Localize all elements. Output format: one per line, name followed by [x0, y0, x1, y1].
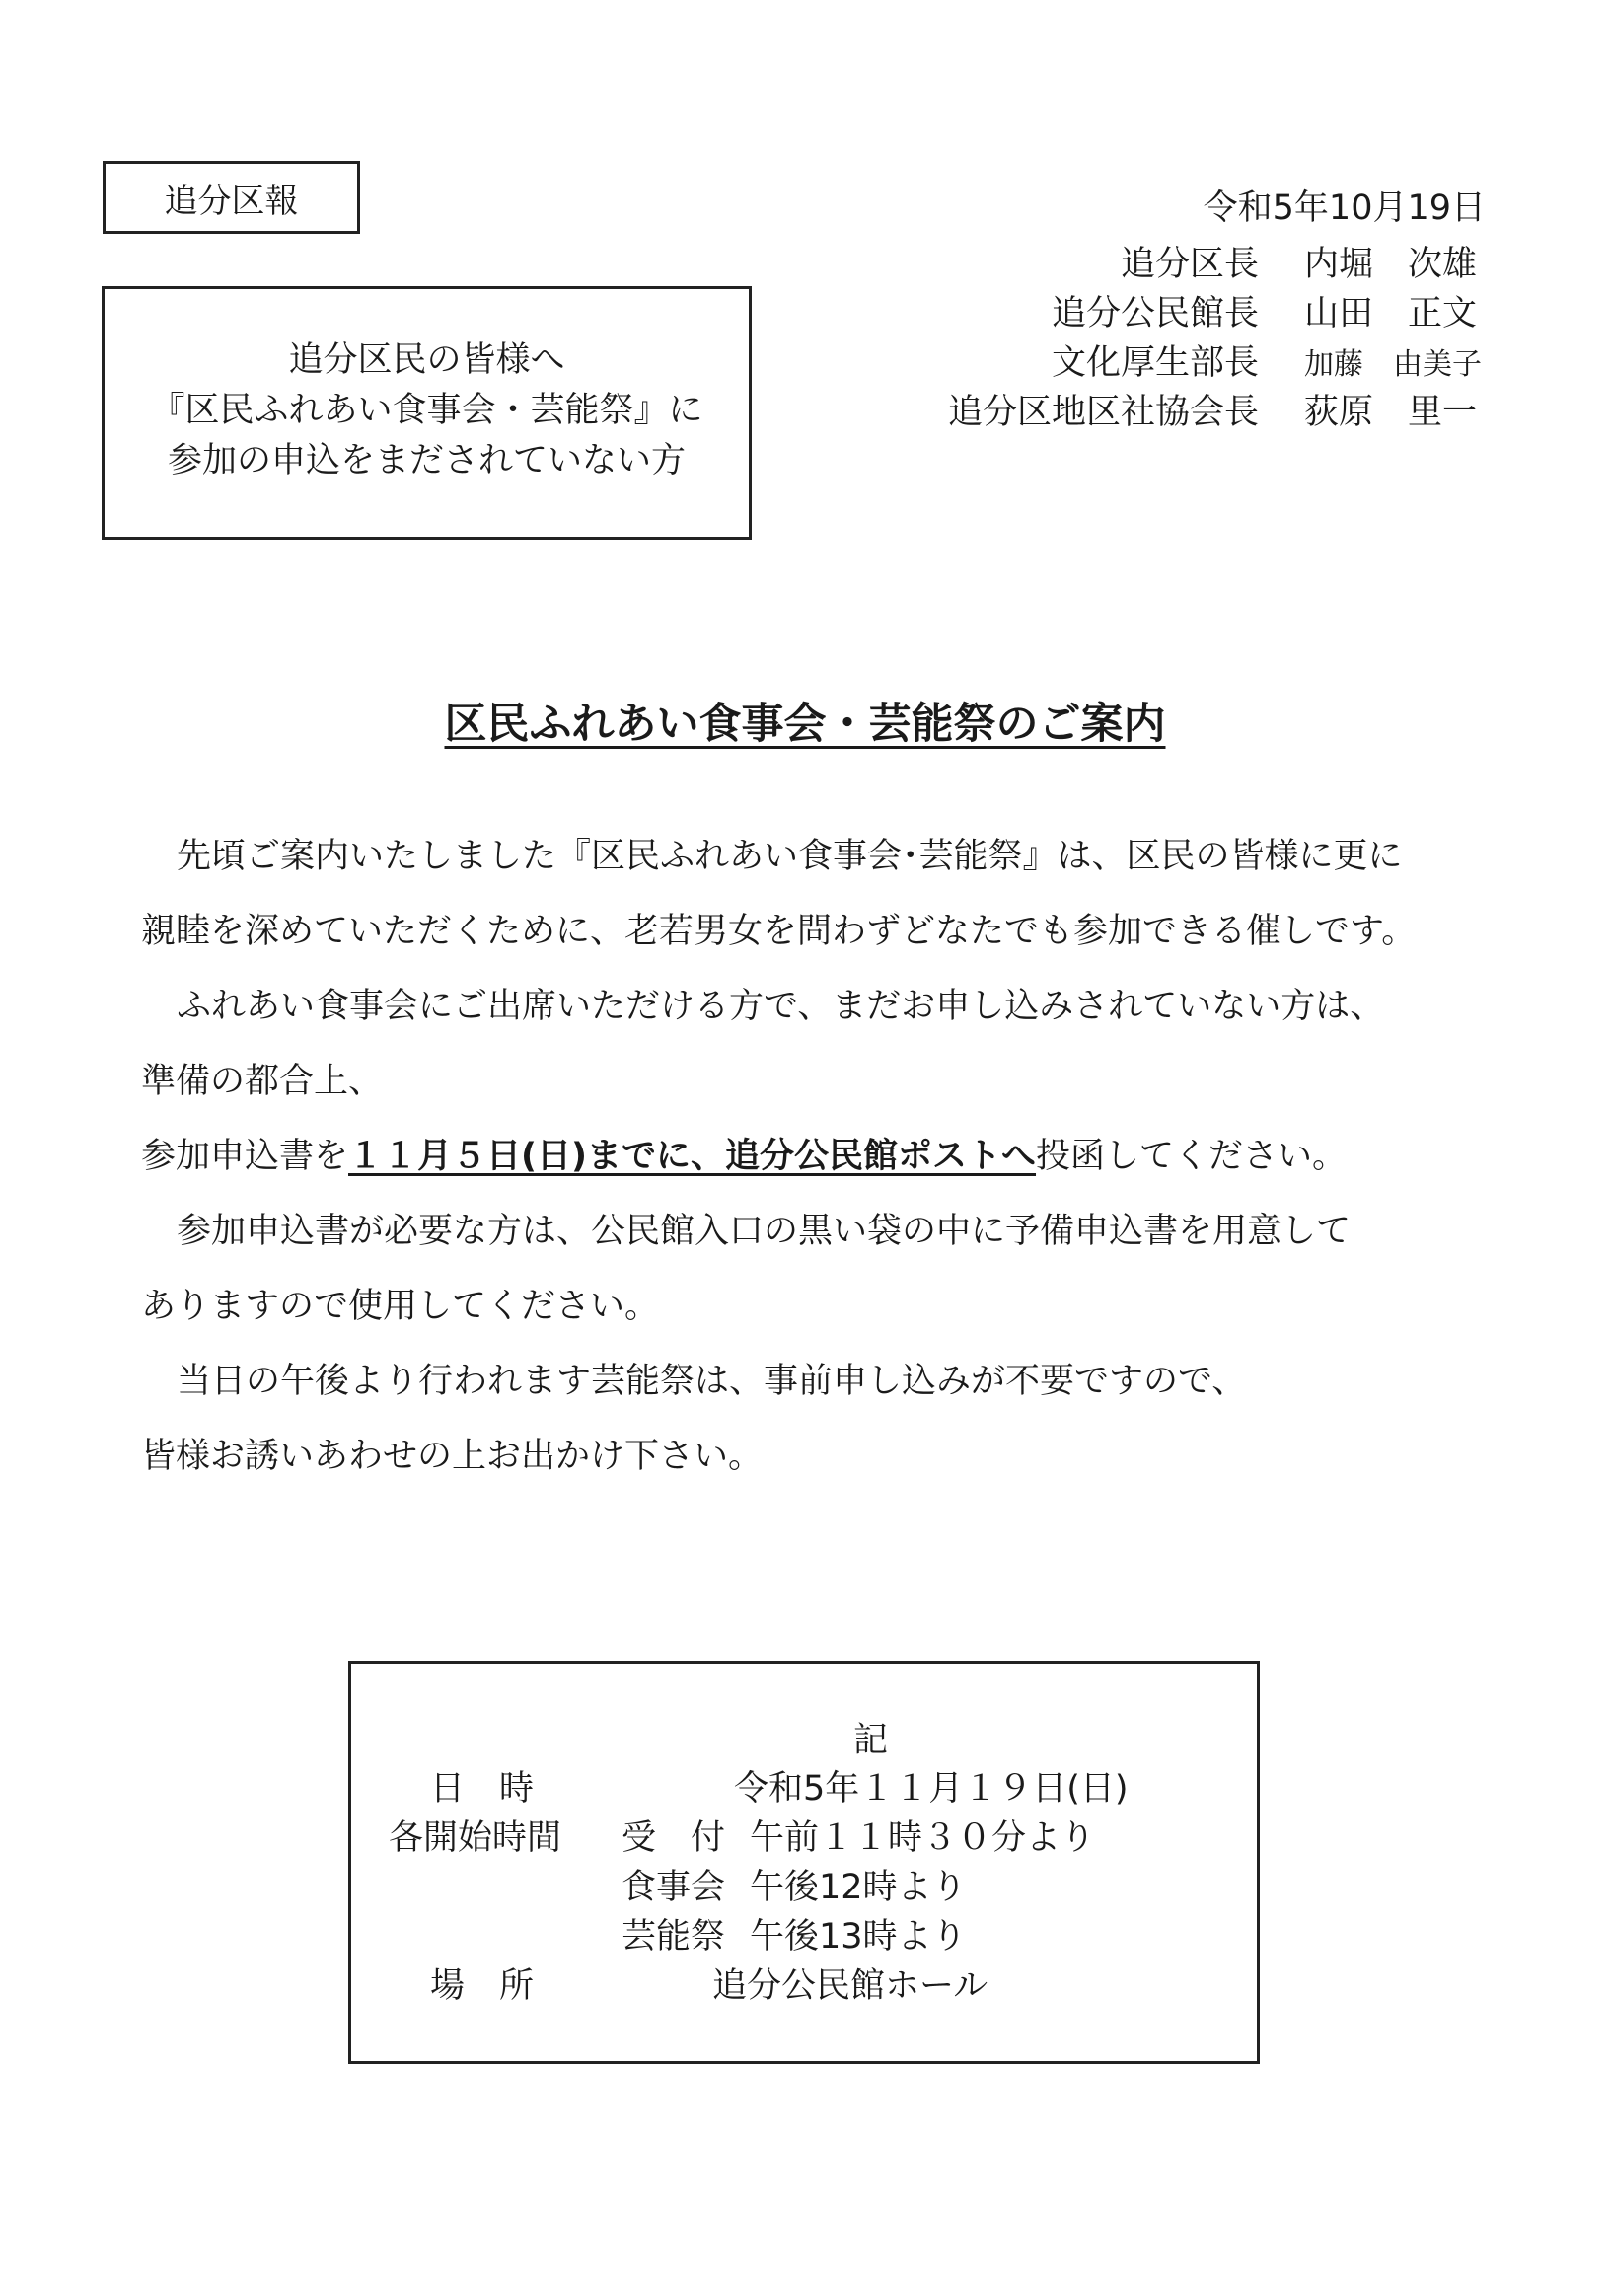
issuer-label: 追分区報 [164, 181, 299, 221]
paragraph-line: 親睦を深めていただくために、老若男女を問わずどなたでも参加できる催しです。 [141, 912, 1417, 951]
document-title-text: 区民ふれあい食事会・芸能祭のご案内 [444, 700, 1166, 749]
recipient-line-1: 追分区民の皆様へ [288, 340, 565, 380]
details-heading: 記 [853, 1721, 889, 1760]
signer-name: 内堀 次雄 [1304, 245, 1478, 284]
recipient-line-2: 『区民ふれあい食事会・芸能祭』に [150, 391, 703, 430]
signer-name: 加藤 由美子 [1304, 347, 1482, 382]
paragraph-line: 先頃ご案内いたしました『区民ふれあい食事会･芸能祭』は、区民の皆様に更に [177, 837, 1403, 876]
reception-label: 受 付 [622, 1818, 726, 1858]
paragraph-line: ありますので使用してください。 [141, 1287, 660, 1326]
document-title [0, 691, 1610, 751]
datetime-value: 令和5年１１月１９日(日) [734, 1769, 1129, 1809]
show-time: 午後13時より [750, 1917, 967, 1957]
deadline-suffix: 投函してください。 [1036, 1137, 1348, 1176]
signer-title: 文化厚生部長 [1051, 343, 1259, 383]
signer-row [0, 237, 1610, 286]
start-times-label: 各開始時間 [389, 1818, 562, 1858]
datetime-label: 日 時 [430, 1769, 535, 1809]
paragraph-line: 準備の都合上、 [141, 1062, 384, 1101]
meal-label: 食事会 [622, 1868, 726, 1907]
issuer-label-box [103, 161, 360, 234]
deadline-line [141, 1119, 1542, 1194]
paragraph-line: 当日の午後より行われます芸能祭は、事前申し込みが不要ですので、 [177, 1362, 1247, 1401]
issue-date: 令和5年10月19日 [1203, 188, 1486, 228]
deadline-prefix: 参加申込書を [141, 1137, 349, 1176]
place-label: 場 所 [430, 1966, 535, 2006]
paragraph-line: ふれあい食事会にご出席いただける方で、まだお申し込みされていない方は、 [177, 987, 1385, 1026]
signer-title: 追分公民館長 [1051, 294, 1259, 333]
signer-title: 追分区長 [1120, 245, 1259, 284]
deadline-emphasis: １１月５日(日)までに、追分公民館ポストへ [348, 1137, 1037, 1176]
show-label: 芸能祭 [622, 1917, 726, 1957]
signer-row [0, 335, 1610, 385]
signer-name: 荻原 里一 [1304, 393, 1478, 432]
details-box [348, 1661, 1260, 2064]
signer-name: 山田 正文 [1304, 294, 1478, 333]
place-value: 追分公民館ホール [712, 1966, 988, 2006]
signer-row [0, 385, 1610, 434]
signer-title: 追分区地区社協会長 [947, 393, 1259, 432]
reception-time: 午前１１時３０分より [750, 1818, 1096, 1858]
paragraph-line: 参加申込書が必要な方は、公民館入口の黒い袋の中に予備申込書を用意して [177, 1212, 1352, 1251]
body-text [141, 819, 1542, 1494]
recipient-line-3: 参加の申込をまだされていない方 [167, 441, 686, 481]
signer-row [0, 286, 1610, 335]
meal-time: 午後12時より [750, 1868, 967, 1907]
paragraph-line: 皆様お誘いあわせの上お出かけ下さい。 [141, 1437, 764, 1476]
